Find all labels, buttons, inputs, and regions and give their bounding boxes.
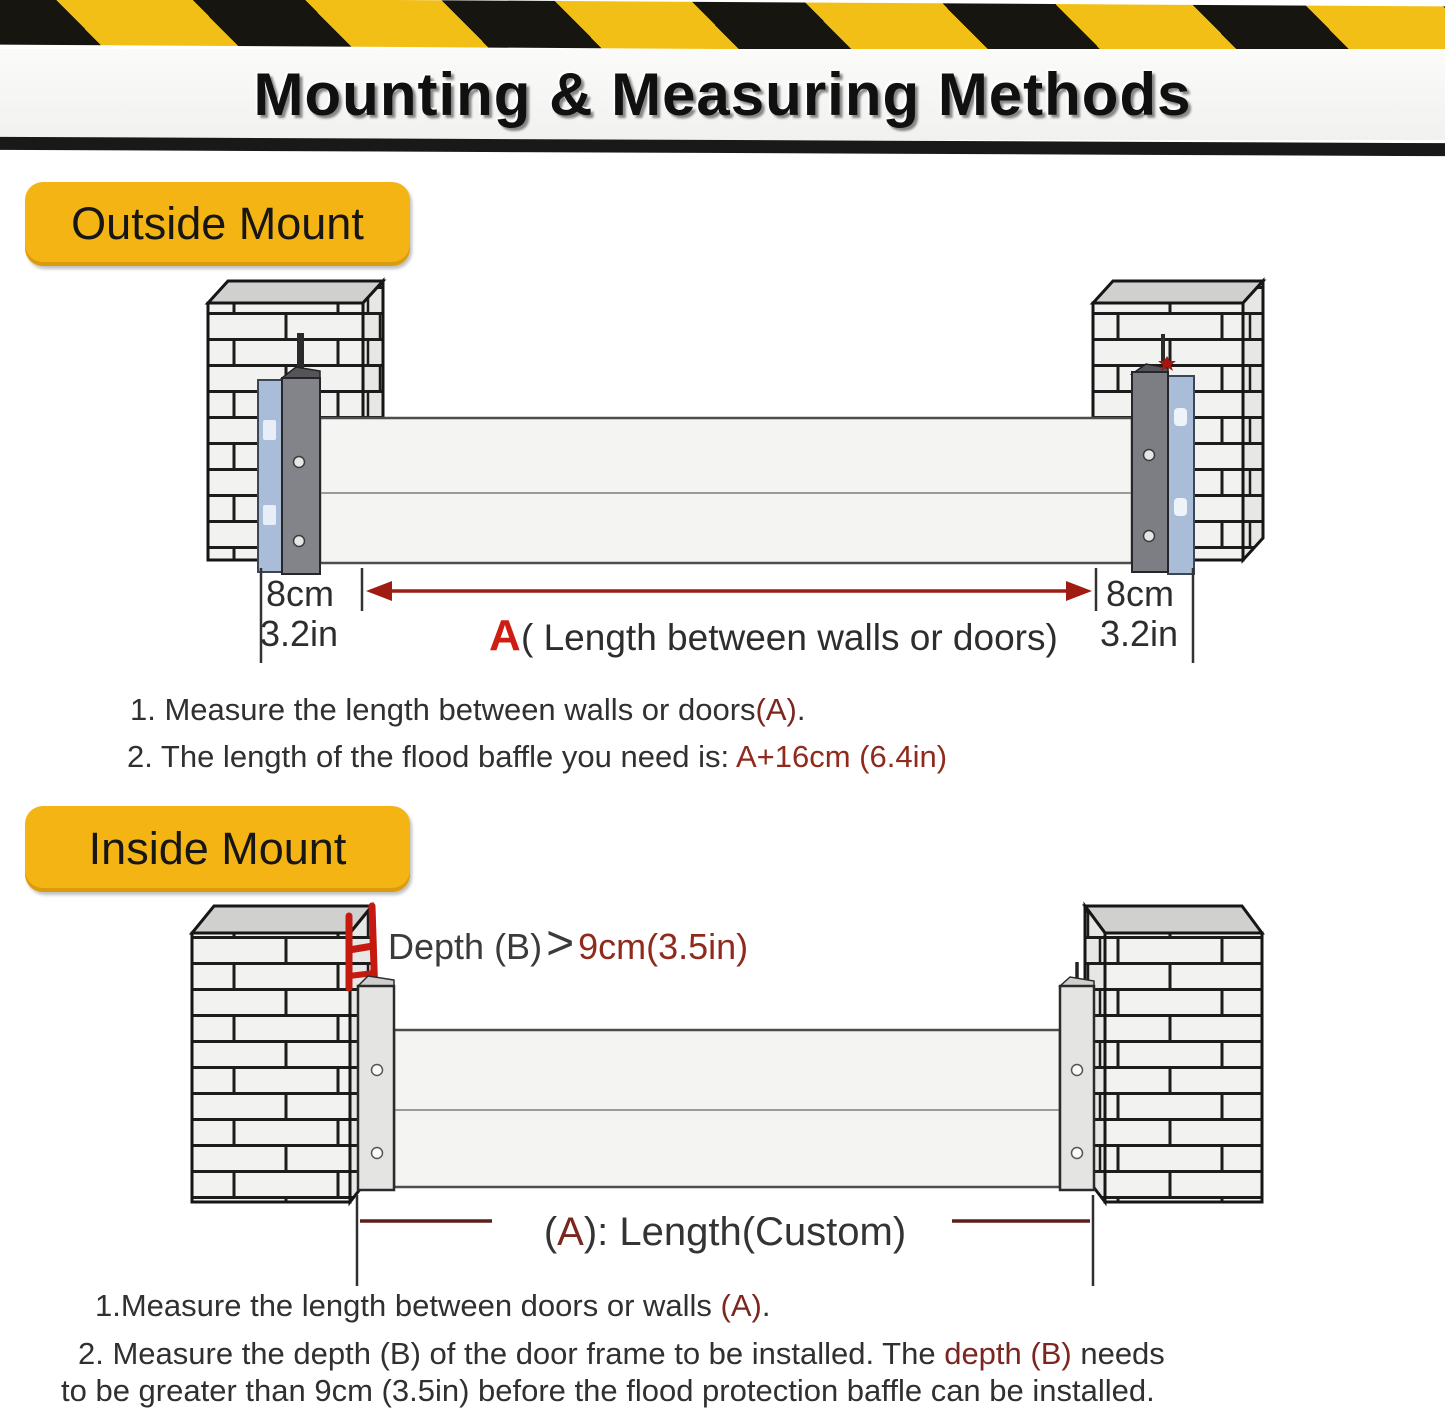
inside-step-1: 1.Measure the length between doors or walls (A). — [95, 1288, 771, 1323]
dim-right-in: 3.2in — [1100, 613, 1179, 654]
pillar-top-face — [1085, 906, 1262, 933]
outside-mount-label: Outside Mount — [71, 198, 364, 249]
mount-channel-right — [1060, 977, 1094, 1190]
depth-annotation: Depth (B) > 9cm(3.5in) — [388, 917, 749, 970]
hazard-stripe-banner — [0, 0, 1445, 53]
mount-channel-left — [358, 976, 394, 1190]
screw-hole — [1072, 1065, 1083, 1076]
inside-left-pillar — [192, 906, 372, 1202]
step-accent: (A) — [720, 1288, 762, 1323]
flood-barrier — [394, 1030, 1060, 1187]
screw-hole — [1072, 1148, 1083, 1159]
screw-hole — [294, 457, 305, 468]
span-label-text: ( Length between walls or doors) — [521, 617, 1058, 658]
inside-mount-badge — [25, 806, 410, 892]
inside-step-2-line-2: to be greater than 9cm (3.5in) before the flood protection baffle can be installed. — [61, 1373, 1155, 1408]
screw-hole — [372, 1065, 383, 1076]
title-band — [0, 49, 1445, 140]
dim-left-in: 3.2in — [260, 613, 339, 654]
step-accent: A+16cm (6.4in) — [735, 739, 948, 774]
screw-hole — [1144, 531, 1155, 542]
pillar-front-face — [192, 933, 350, 1202]
seal-strip-left — [258, 380, 282, 572]
outside-step-2: 2. The length of the flood baffle you need is: A+16cm (6.4in) — [127, 739, 948, 774]
screw-hole — [372, 1148, 383, 1159]
pillar-top-face — [192, 906, 372, 933]
barrier-panels — [320, 418, 1132, 563]
step-accent: depth (B) — [944, 1336, 1072, 1371]
pillar-top-face — [208, 281, 383, 303]
span-arrow — [366, 581, 1092, 601]
pillar-side-face — [1243, 281, 1263, 560]
seal-strip-right — [1168, 376, 1194, 574]
screw-hole — [1144, 450, 1155, 461]
mount-channel-right — [1132, 364, 1168, 572]
outside-step-1: 1. Measure the length between walls or doors(A). — [130, 692, 806, 727]
page-title: Mounting & Measuring Methods — [253, 61, 1192, 128]
outside-mount-diagram — [0, 260, 1445, 680]
inside-span-label: (A): Length(Custom) — [543, 1210, 907, 1254]
greater-than-symbol: > — [546, 917, 575, 970]
dim-right-cm: 8cm — [1106, 573, 1175, 614]
span-label-a: A — [489, 611, 521, 660]
pillar-front-face — [1105, 933, 1262, 1202]
step-accent: (A) — [755, 692, 797, 727]
span-label-a: A — [557, 1210, 584, 1254]
anchor-bolt — [1161, 334, 1165, 362]
inside-mount-label: Inside Mount — [88, 823, 347, 874]
dim-left-cm: 8cm — [266, 573, 335, 614]
barrier-panels — [394, 1030, 1060, 1187]
mount-channel-left — [282, 367, 320, 574]
inside-right-pillar — [1085, 906, 1262, 1202]
flood-barrier — [320, 418, 1132, 563]
screw-hole — [294, 536, 305, 547]
depth-value: 9cm(3.5in) — [578, 926, 749, 967]
inside-step-2: 2. Measure the depth (B) of the door frame to be installed. The depth (B) needs — [78, 1336, 1165, 1371]
pillar-top-face — [1093, 281, 1263, 303]
outside-mount-badge — [25, 182, 410, 266]
